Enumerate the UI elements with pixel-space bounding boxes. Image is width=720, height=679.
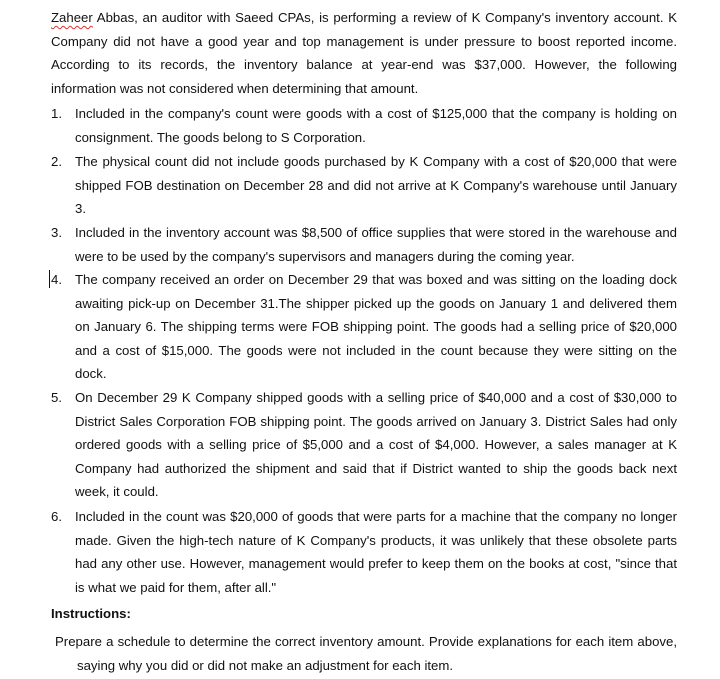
list-item-6 (51, 505, 677, 599)
list-item-number: 6. (51, 509, 62, 524)
intro-text: Abbas, an auditor with Saeed CPAs, is performing a review of K Company's inventory account. K Company did not have a good year and top management is under pressure to boost reported income. According to its records, the inventory balance at year-end was $37,000. However, the following information was not considered when determining that amount. (51, 10, 677, 96)
author-name: Zaheer (51, 10, 93, 25)
intro-paragraph (51, 6, 677, 100)
instructions-text: Prepare a schedule to determine the correct inventory amount. Provide explanations for each item above, saying why you did or did not make an adjustment for each item. (55, 634, 677, 673)
list-item-text: Included in the company's count were goods with a cost of $125,000 that the company is holding on consignment. The goods belong to S Corporation. (75, 106, 677, 145)
list-item-number: 1. (51, 106, 62, 121)
list-item-text: Included in the inventory account was $8,500 of office supplies that were stored in the warehouse and were to be used by the company's supervisors and managers during the coming year. (75, 225, 677, 264)
list-item-text: The company received an order on December 29 that was boxed and was sitting on the loading dock awaiting pick-up on December 31.The shipper picked up the goods on January 1 and delivered them on January 6. The shipping terms were FOB shipping point. The goods had a selling price of $20,000 and a cost of $15,000. The goods were not included in the count because they were sitting on the dock. (75, 272, 677, 382)
text-cursor-mark (49, 270, 50, 288)
list-item-text: The physical count did not include goods purchased by K Company with a cost of $20,000 that were shipped FOB destination on December 28 and did not arrive at K Company's warehouse until January 3. (75, 154, 677, 217)
list-item-number: 5. (51, 390, 62, 405)
list-item-text: Included in the count was $20,000 of goods that were parts for a machine that the company no longer made. Given the high-tech nature of K Company's products, it was unlikely that these obsolete parts had any other use. However, management would prefer to keep them on the books at cost, "since that is what we paid for them, after all." (75, 509, 677, 595)
instructions-heading: Instructions: (51, 606, 131, 621)
list-item-number: 2. (51, 154, 62, 169)
list-item-number: 4. (51, 272, 62, 287)
list-item-text: On December 29 K Company shipped goods with a selling price of $40,000 and a cost of $30,000 to District Sales Corporation FOB shipping point. The goods arrived on January 3. District Sales had only ordered goods with a selling price of $5,000 and a cost of $4,000. However, a sales manager at K Company had authorized the shipment and said that if District wanted to ship the goods back next week, it could. (75, 390, 677, 500)
list-item-4 (51, 268, 677, 386)
list-item-1 (51, 102, 677, 149)
list-item-2 (51, 150, 677, 221)
list-item-5 (51, 386, 677, 504)
list-item-3 (51, 221, 677, 268)
list-item-number: 3. (51, 225, 62, 240)
